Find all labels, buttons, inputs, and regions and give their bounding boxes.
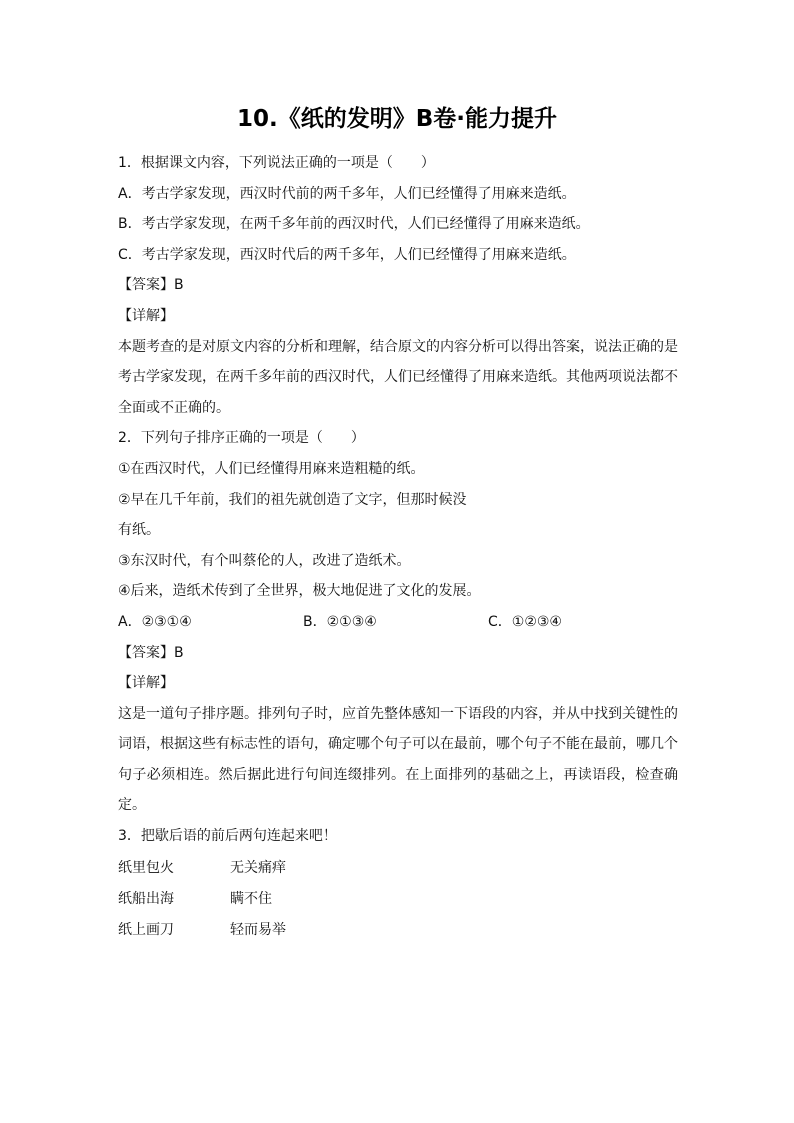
- q3-pair-right: 瞒不住: [230, 890, 272, 907]
- page-title: 10.《纸的发明》B卷·能力提升: [236, 106, 557, 132]
- q1-answer: 【答案】B: [118, 277, 184, 294]
- q3-stem: 3．把歇后语的前后两句连起来吧！: [118, 828, 337, 845]
- q1-stem: 1．根据课文内容，下列说法正确的一项是（ ）: [118, 155, 435, 171]
- q1-option-c: C．考古学家发现，西汉时代后的两千多年，人们已经懂得了用麻来造纸。: [118, 246, 576, 263]
- q2-detail-label: 【详解】: [118, 675, 174, 692]
- q2-sentence-3: ③东汉时代，有个叫蔡伦的人，改进了造纸术。: [118, 552, 411, 569]
- q3-pair-left: 纸里包火: [118, 859, 174, 876]
- q2-sentence-2: ②早在几千年前，我们的祖先就创造了文字，但那时候没: [118, 491, 467, 508]
- q2-sentence-2-cont: 有纸。: [118, 522, 160, 539]
- q3-pair-row: [118, 920, 678, 941]
- q2-sentence-4: ④后来，造纸术传到了全世界，极大地促进了文化的发展。: [118, 583, 481, 600]
- q2-option-a: A．②③①④: [118, 613, 192, 630]
- q1-option-a: A．考古学家发现，西汉时代前的两千多年，人们已经懂得了用麻来造纸。: [118, 185, 576, 202]
- q2-stem: 2．下列句子排序正确的一项是（ ）: [118, 430, 365, 447]
- q3-pair-row: [118, 858, 678, 879]
- q3-pair-left: 纸上画刀: [118, 921, 174, 938]
- q1-detail-label: 【详解】: [118, 307, 174, 324]
- q1-option-b: B．考古学家发现，在两千多年前的西汉时代，人们已经懂得了用麻来造纸。: [118, 216, 590, 233]
- q2-option-c: C．①②③④: [488, 613, 562, 630]
- q2-option-b: B．②①③④: [303, 613, 377, 630]
- q2-answer: 【答案】B: [118, 644, 184, 661]
- q3-pair-right: 轻而易举: [230, 921, 286, 938]
- document-body: [118, 148, 678, 951]
- q2-options: [118, 607, 678, 638]
- q1-detail: 本题考查的是对原文内容的分析和理解，结合原文的内容分析可以得出答案，说法正确的是考古学家发现，在两千多年前的西汉时代，人们已经懂得了用麻来造纸。其他两项说法都不全面或不正确的。: [118, 338, 678, 416]
- q3-pair-left: 纸船出海: [118, 890, 174, 907]
- q3-pair-row: [118, 889, 678, 910]
- q2-detail: 这是一道句子排序题。排列句子时，应首先整体感知一下语段的内容，并从中找到关键性的词语，根据这些有标志性的语句，确定哪个句子可以在最前，哪个句子不能在最前，哪几个句子必须相连。然后据此进行句间连缀排列。在上面排列的基础之上，再读语段，检查确定。: [118, 705, 678, 814]
- q2-sentence-1: ①在西汉时代，人们已经懂得用麻来造粗糙的纸。: [118, 460, 425, 477]
- q3-pair-right: 无关痛痒: [230, 859, 286, 876]
